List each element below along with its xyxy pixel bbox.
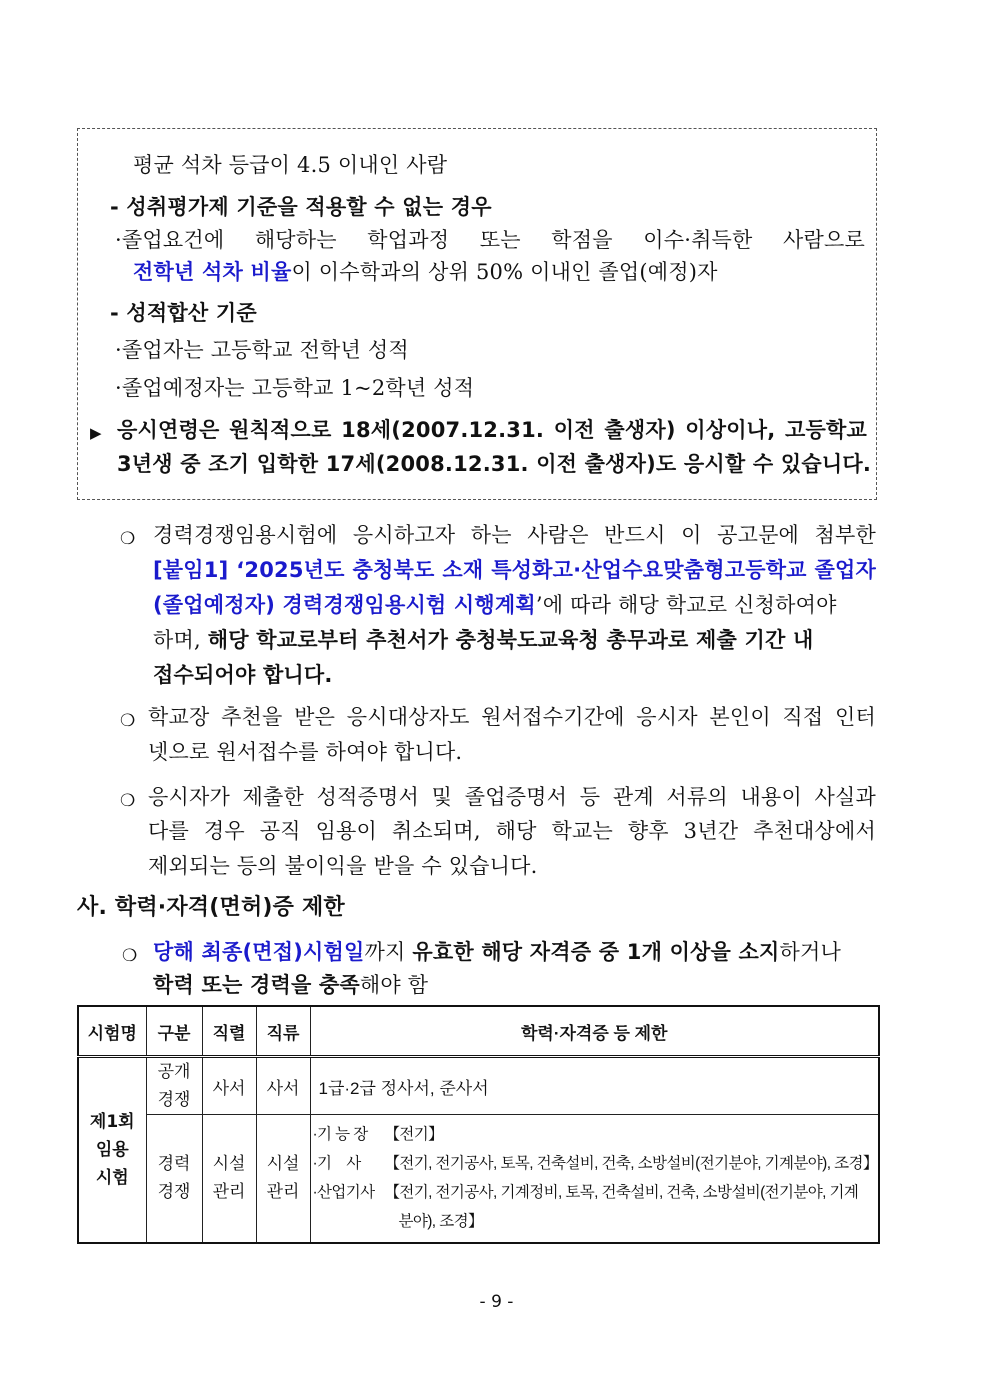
- exam-name-line: 제1회: [89, 1111, 135, 1132]
- box-heading-sum: - 성적합산 기준: [110, 301, 257, 325]
- para1-line4: [153, 625, 813, 655]
- section-line1: [153, 937, 841, 967]
- table-row: [78, 1115, 879, 1243]
- series-cell: [202, 1115, 256, 1243]
- para2-bullet: ❍: [120, 711, 136, 731]
- exam-name-cell: [78, 1057, 146, 1243]
- header-exam-name: 시험명: [78, 1006, 146, 1057]
- para3-line1: 응시자가 제출한 성적증명서 및 졸업증명서 등 관계 서류의 내용이 사실과: [148, 785, 876, 809]
- kind-cell: 사서: [256, 1057, 310, 1115]
- para3-line3: 제외되는 등의 불이익을 받을 수 있습니다.: [148, 854, 538, 878]
- qualification-row-cont: 분야), 조경】: [398, 1213, 483, 1231]
- para1-line1: 경력경쟁임용시험에 응시하고자 하는 사람은 반드시 이 공고문에 첨부한: [153, 523, 876, 547]
- qualification-table: [77, 1005, 880, 1244]
- para3-line2: 다를 경우 공직 임용이 취소되며, 해당 학교는 향후 3년간 추천대상에서: [148, 819, 876, 843]
- final-exam-date: 당해 최종(면접)시험일: [153, 940, 365, 964]
- limit-cell: [310, 1115, 879, 1243]
- para2-line1: 학교장 추천을 받은 응시대상자도 원서접수기간에 응시자 본인이 직접 인터: [148, 705, 876, 729]
- type-line: 경력: [157, 1154, 191, 1174]
- qualification-label: ·기 사: [312, 1155, 361, 1173]
- section-license-requirement: 유효한 해당 자격증 중 1개 이상을 소지: [412, 940, 780, 964]
- para1-line4-plain: 하며,: [153, 628, 208, 652]
- type-line: 경쟁: [157, 1090, 191, 1109]
- section-line1-plain1: 까지: [364, 940, 413, 964]
- type-cell: [146, 1115, 202, 1243]
- section-title: 사. 학력·자격(면허)증 제한: [77, 895, 345, 920]
- qualification-value: 【전기, 전기공사, 토목, 건축설비, 건축, 소방설비(전기분야, 기계분야), 조경】: [384, 1155, 878, 1173]
- kind-cell: [256, 1115, 310, 1243]
- section-line1-plain2: 하거나: [779, 940, 841, 964]
- qualification-value: 【전기, 전기공사, 기계정비, 토목, 건축설비, 건축, 소방설비(전기분야, 기계: [384, 1184, 859, 1202]
- qualification-value: 【전기】: [384, 1126, 444, 1144]
- box-heading-no-achievement: - 성취평가제 기준을 적용할 수 없는 경우: [110, 195, 492, 219]
- type-cell: [146, 1057, 202, 1115]
- section-line2-plain: 해야 함: [359, 973, 429, 997]
- qualification-label: ·산업기사: [312, 1184, 375, 1202]
- qualification-row: [313, 1178, 879, 1207]
- header-limit: 학력·자격증 등 제한: [310, 1006, 879, 1057]
- qualification-row: [313, 1149, 879, 1178]
- para1-line5: 접수되어야 합니다.: [153, 663, 333, 687]
- box-bullet-graduation: ·졸업요건에 해당하는 학업과정 또는 학점을 이수·취득한 사람으로: [115, 228, 865, 252]
- qualification-row: [313, 1120, 879, 1149]
- series-cell: 사서: [202, 1057, 256, 1115]
- rank-highlight: 전학년 석차 비율: [133, 260, 292, 284]
- header-type: 구분: [146, 1006, 202, 1057]
- para1-plan: (졸업예정자) 경력경쟁임용시험 시행계획: [153, 593, 536, 617]
- box-bullet-rank: [133, 257, 718, 287]
- limit-cell: 1급·2급 정사서, 준사서: [310, 1057, 879, 1115]
- exam-name-line: 임용: [95, 1139, 129, 1160]
- section-education-requirement: 학력 또는 경력을 충족: [153, 973, 360, 997]
- section-bullet: ❍: [122, 946, 138, 966]
- section-line2: [153, 970, 428, 1000]
- para3-bullet: ❍: [120, 791, 136, 811]
- para1-attachment: [붙임1] ‘2025년도 충청북도 소재 특성화고·산업수요맞춤형고등학교 졸업자: [153, 558, 876, 582]
- para1-line3-rest: ’에 따라 해당 학교로 신청하여야: [535, 593, 837, 617]
- box-bullet-expected: ·졸업예정자는 고등학교 1~2학년 성적: [115, 376, 475, 400]
- page-number: - 9 -: [479, 1292, 514, 1312]
- series-line: 관리: [212, 1182, 246, 1202]
- para2-line2: 넷으로 원서접수를 하여야 합니다.: [148, 740, 463, 764]
- type-line: 공개: [157, 1062, 191, 1081]
- para1-line3: [153, 590, 837, 620]
- header-series: 직렬: [202, 1006, 256, 1057]
- box-age-line2: 3년생 중 조기 입학한 17세(2008.12.31. 이전 출생자)도 응시할 수 있습니다.: [117, 452, 872, 476]
- series-line: 시설: [212, 1154, 246, 1174]
- para1-recommendation: 해당 학교로부터 추천서가 충청북도교육청 총무과로 제출 기간 내: [207, 628, 814, 652]
- header-kind: 직류: [256, 1006, 310, 1057]
- table-header-row: [78, 1006, 879, 1057]
- kind-line: 관리: [266, 1182, 300, 1202]
- rank-rest: 이 이수학과의 상위 50% 이내인 졸업(예정)자: [291, 260, 718, 284]
- qualification-label: ·기 능 장: [312, 1126, 368, 1144]
- type-line: 경쟁: [157, 1182, 191, 1202]
- box-line-grade: 평균 석차 등급이 4.5 이내인 사람: [133, 153, 448, 177]
- table-row: [78, 1057, 879, 1115]
- arrow-icon: ▶: [90, 424, 102, 442]
- box-age-line1: 응시연령은 원칙적으로 18세(2007.12.31. 이전 출생자) 이상이나, 고등학교: [117, 418, 867, 442]
- kind-line: 시설: [266, 1154, 300, 1174]
- exam-name-line: 시험: [95, 1167, 129, 1188]
- box-bullet-graduate: ·졸업자는 고등학교 전학년 성적: [115, 338, 409, 362]
- para1-bullet: ❍: [120, 529, 136, 549]
